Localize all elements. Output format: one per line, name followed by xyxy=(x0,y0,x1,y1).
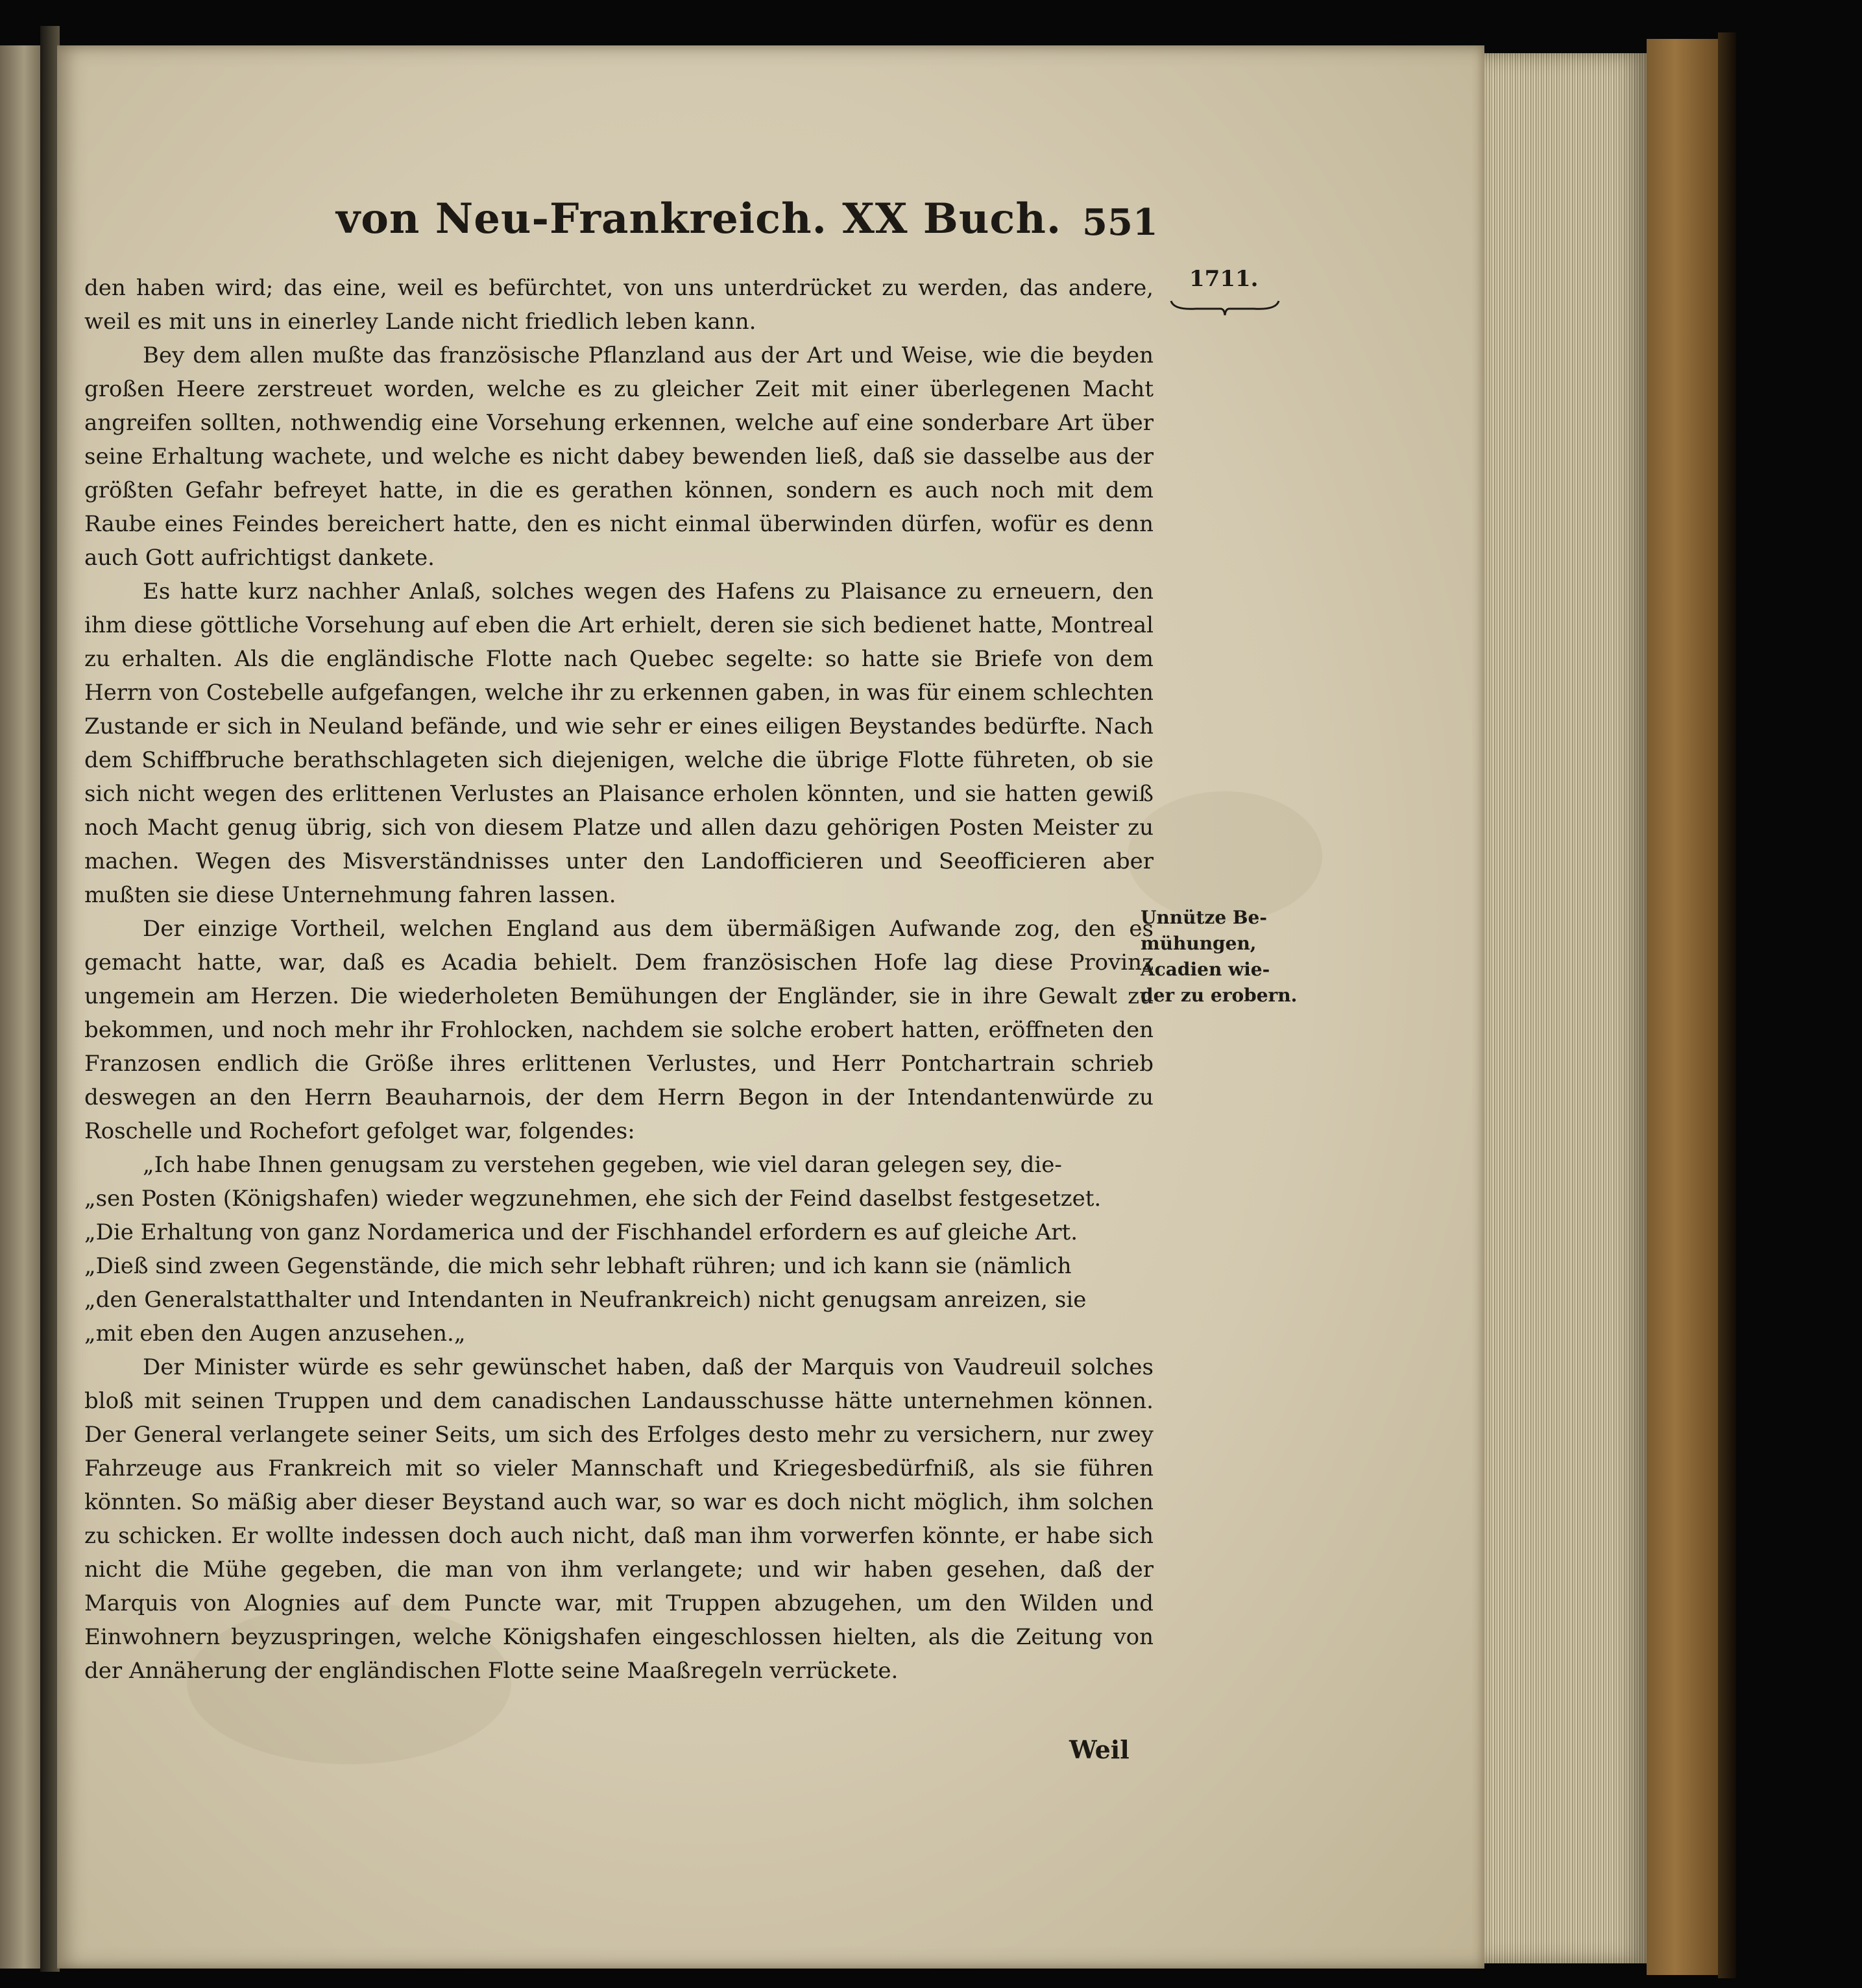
page-number: 551 xyxy=(1082,201,1158,244)
quote-line: „den Generalstatthalter und Intendanten in Neufrankreich) nicht genugsam anreizen, sie xyxy=(84,1287,1087,1313)
brace-ornament xyxy=(1170,298,1280,318)
paragraph-2: Bey dem allen mußte das französische Pflanzland aus der Art und Weise, wie die beyden großen Heere zerstreuet worden, welche es zu gleicher Zeit mit einer überlegenen Macht angreifen sollten, nothwendig eine Vorsehung erkennen, welche auf eine sonderbare Art über seine Erhaltung wachete, und welche es nicht dabey bewenden ließ, daß sie dasselbe aus der größten Gefahr befreyet hatte, in die es gerathen können, sondern es auch noch mit dem Raube eines Feindes bereichert hatte, den es nicht einmal überwinden dürfen, wofür es denn auch Gott aufrichtigst dankete. xyxy=(84,342,1154,571)
facing-page-edge xyxy=(0,45,40,1969)
page-block-edges xyxy=(1484,53,1647,1963)
paper-stain xyxy=(1128,791,1322,921)
paragraph-4: Der einzige Vortheil, welchen England aus dem übermäßigen Aufwande zog, den es gemacht hatte, war, daß es Acadia behielt. Dem französischen Hofe lag diese Provinz ungemein am Herzen. Die wiederholeten Bemühungen der Engländer, sie in ihre Gewalt zu bekommen, und noch mehr ihr Frohlocken, nachdem sie solche erobert hatten, eröffneten den Franzosen endlich die Größe ihres erlittenen Verlustes, und Herr Pontchartrain schrieb deswegen an den Herrn Beauharnois, der dem Herrn Begon in der Intendantenwürde zu Roschelle und Rochefort gefolget war, folgendes: xyxy=(84,916,1154,1144)
quote-line: „Ich habe Ihnen genugsam zu verstehen gegeben, wie viel daran gelegen sey, die- xyxy=(143,1152,1062,1178)
book-cover-edge xyxy=(1647,39,1718,1975)
quote-line: „Die Erhaltung von ganz Nordamerica und der Fischhandel erfordern es auf gleiche Art. xyxy=(84,1219,1078,1245)
margin-note-line: Unnütze Be- xyxy=(1141,907,1267,928)
paragraph-3: Es hatte kurz nachher Anlaß, solches wegen des Hafens zu Plaisance zu erneuern, den ihm diese göttliche Vorsehung auf eben die Art erhielt, deren sie sich bedienet hatte, Montreal zu erhalten. Als die engländische Flotte nach Quebec segelte: so hatte sie Briefe von dem Herrn von Costebelle aufgefangen, welche ihr zu erkennen gaben, in was für einem schlechten Zustande er sich in Neuland befände, und wie sehr er eines eiligen Beystandes bedürfte. Nach dem Schiffbruche berathschlageten sich diejenigen, welche die übrige Flotte führeten, ob sie sich nicht wegen des erlittenen Verlustes an Plaisance erholen könnten, und sie hatten gewiß noch Macht genug übrig, sich von diesem Platze und allen dazu gehörigen Posten Meister zu machen. Wegen des Misverständnisses unter den Landofficieren und Seeofficieren aber mußten sie diese Unternehmung fahren lassen. xyxy=(84,579,1154,908)
paragraph-1: den haben wird; das eine, weil es befürchtet, von uns unterdrücket zu werden, das andere, weil es mit uns in einerley Lande nicht friedlich leben kann. xyxy=(84,275,1154,335)
margin-note-line: der zu erobern. xyxy=(1141,985,1298,1006)
margin-note-line: mühungen, xyxy=(1141,933,1257,954)
quote-line: „mit eben den Augen anzusehen.„ xyxy=(84,1321,466,1347)
page-header xyxy=(57,156,1484,244)
catchword: Weil xyxy=(1069,1735,1130,1764)
cover-shadow xyxy=(1718,32,1736,1978)
quote-line: „sen Posten (Königshafen) wieder wegzunehmen, ehe sich der Feind daselbst festgesetzet. xyxy=(84,1186,1102,1212)
margin-note xyxy=(1141,905,1303,1009)
quote-line: „Dieß sind zween Gegenstände, die mich sehr lebhaft rühren; und ich kann sie (nämlich xyxy=(84,1253,1072,1279)
paragraph-5: Der Minister würde es sehr gewünschet haben, daß der Marquis von Vaudreuil solches bloß mit seinen Truppen und dem canadischen Landausschusse hätte unternehmen können. Der General verlangete seiner Seits, um sich des Erfolges desto mehr zu versichern, nur zwey Fahrzeuge aus Frankreich mit so vieler Mannschaft und Kriegesbedürfniß, als sie führen könnten. So mäßig aber dieser Beystand auch war, so war es doch nicht möglich, ihm solchen zu schicken. Er wollte indessen doch auch nicht, daß man ihm vorwerfen könnte, er habe sich nicht die Mühe gegeben, die man von ihm verlangete; und wir haben gesehen, daß der Marquis von Alognies auf dem Puncte war, mit Truppen abzugehen, um den Wilden und Einwohnern beyzuspringen, welche Königshafen eingeschlossen hielten, als die Zeitung von der Annäherung der engländischen Flotte seine Maaßregeln verrückete. xyxy=(84,1354,1154,1684)
margin-note-line: Acadien wie- xyxy=(1141,959,1270,980)
body-text xyxy=(84,271,1154,1688)
running-head: von Neu-Frankreich. XX Buch. xyxy=(336,195,1062,243)
quoted-letter xyxy=(84,1148,1154,1350)
book-page xyxy=(57,45,1484,1969)
margin-year: 1711. xyxy=(1189,266,1259,292)
